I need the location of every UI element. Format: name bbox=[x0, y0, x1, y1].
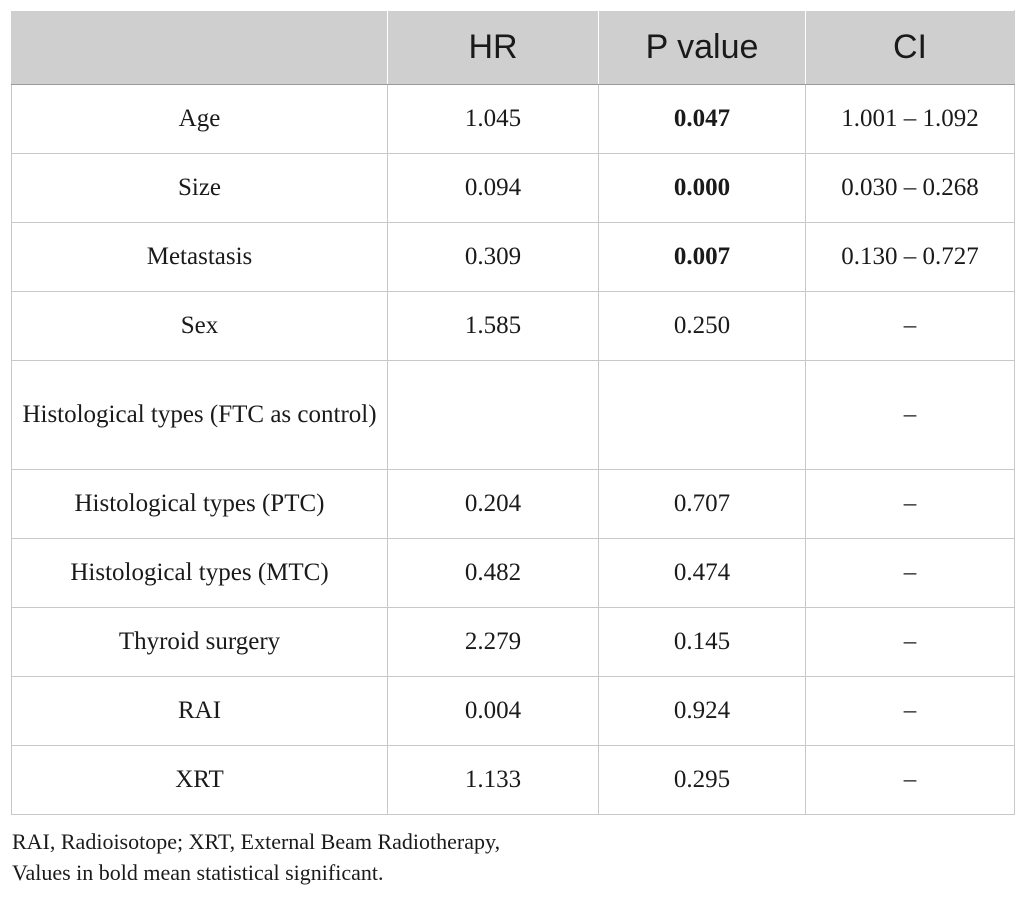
table-row bbox=[12, 85, 1015, 154]
header-cell-hr: HR bbox=[388, 11, 599, 85]
table-row bbox=[12, 361, 1015, 470]
hr-cell: 1.045 bbox=[388, 85, 599, 154]
ci-cell: – bbox=[806, 746, 1015, 815]
variable-cell: RAI bbox=[12, 677, 388, 746]
footnote-significance-note: Values in bold mean statistical significant. bbox=[12, 860, 384, 885]
hr-cell: 0.482 bbox=[388, 539, 599, 608]
variable-cell: Age bbox=[12, 85, 388, 154]
ci-cell: – bbox=[806, 361, 1015, 470]
variable-cell: XRT bbox=[12, 746, 388, 815]
variable-cell: Sex bbox=[12, 292, 388, 361]
p-value-cell: 0.295 bbox=[599, 746, 806, 815]
table-footnote bbox=[12, 826, 500, 888]
header-cell-p-value: P value bbox=[599, 11, 806, 85]
header-row bbox=[12, 11, 1015, 85]
hr-cell: 0.309 bbox=[388, 223, 599, 292]
table-header bbox=[12, 11, 1015, 85]
ci-cell: – bbox=[806, 677, 1015, 746]
table-row bbox=[12, 539, 1015, 608]
hr-cell bbox=[388, 361, 599, 470]
variable-cell: Histological types (PTC) bbox=[12, 470, 388, 539]
results-table bbox=[11, 10, 1015, 815]
p-value-cell bbox=[599, 361, 806, 470]
table-body bbox=[12, 85, 1015, 815]
p-value-cell: 0.007 bbox=[599, 223, 806, 292]
ci-cell: – bbox=[806, 470, 1015, 539]
table-row bbox=[12, 223, 1015, 292]
p-value-cell: 0.707 bbox=[599, 470, 806, 539]
table-row bbox=[12, 677, 1015, 746]
hr-cell: 0.004 bbox=[388, 677, 599, 746]
hr-cell: 1.585 bbox=[388, 292, 599, 361]
p-value-cell: 0.145 bbox=[599, 608, 806, 677]
variable-cell: Histological types (FTC as control) bbox=[12, 361, 388, 470]
hr-cell: 0.204 bbox=[388, 470, 599, 539]
p-value-cell: 0.474 bbox=[599, 539, 806, 608]
table-row bbox=[12, 470, 1015, 539]
header-cell-variable bbox=[12, 11, 388, 85]
ci-cell: 1.001 – 1.092 bbox=[806, 85, 1015, 154]
footnote-abbreviations: RAI, Radioisotope; XRT, External Beam Radiotherapy, bbox=[12, 829, 501, 854]
table-row bbox=[12, 292, 1015, 361]
table-row bbox=[12, 608, 1015, 677]
hr-cell: 1.133 bbox=[388, 746, 599, 815]
ci-cell: – bbox=[806, 539, 1015, 608]
table-row bbox=[12, 154, 1015, 223]
hr-cell: 0.094 bbox=[388, 154, 599, 223]
p-value-cell: 0.000 bbox=[599, 154, 806, 223]
p-value-cell: 0.250 bbox=[599, 292, 806, 361]
variable-cell: Histological types (MTC) bbox=[12, 539, 388, 608]
variable-cell: Thyroid surgery bbox=[12, 608, 388, 677]
ci-cell: 0.030 – 0.268 bbox=[806, 154, 1015, 223]
header-cell-ci: CI bbox=[806, 11, 1015, 85]
hr-cell: 2.279 bbox=[388, 608, 599, 677]
p-value-cell: 0.924 bbox=[599, 677, 806, 746]
p-value-cell: 0.047 bbox=[599, 85, 806, 154]
ci-cell: 0.130 – 0.727 bbox=[806, 223, 1015, 292]
ci-cell: – bbox=[806, 292, 1015, 361]
variable-cell: Size bbox=[12, 154, 388, 223]
variable-cell: Metastasis bbox=[12, 223, 388, 292]
table-row bbox=[12, 746, 1015, 815]
ci-cell: – bbox=[806, 608, 1015, 677]
